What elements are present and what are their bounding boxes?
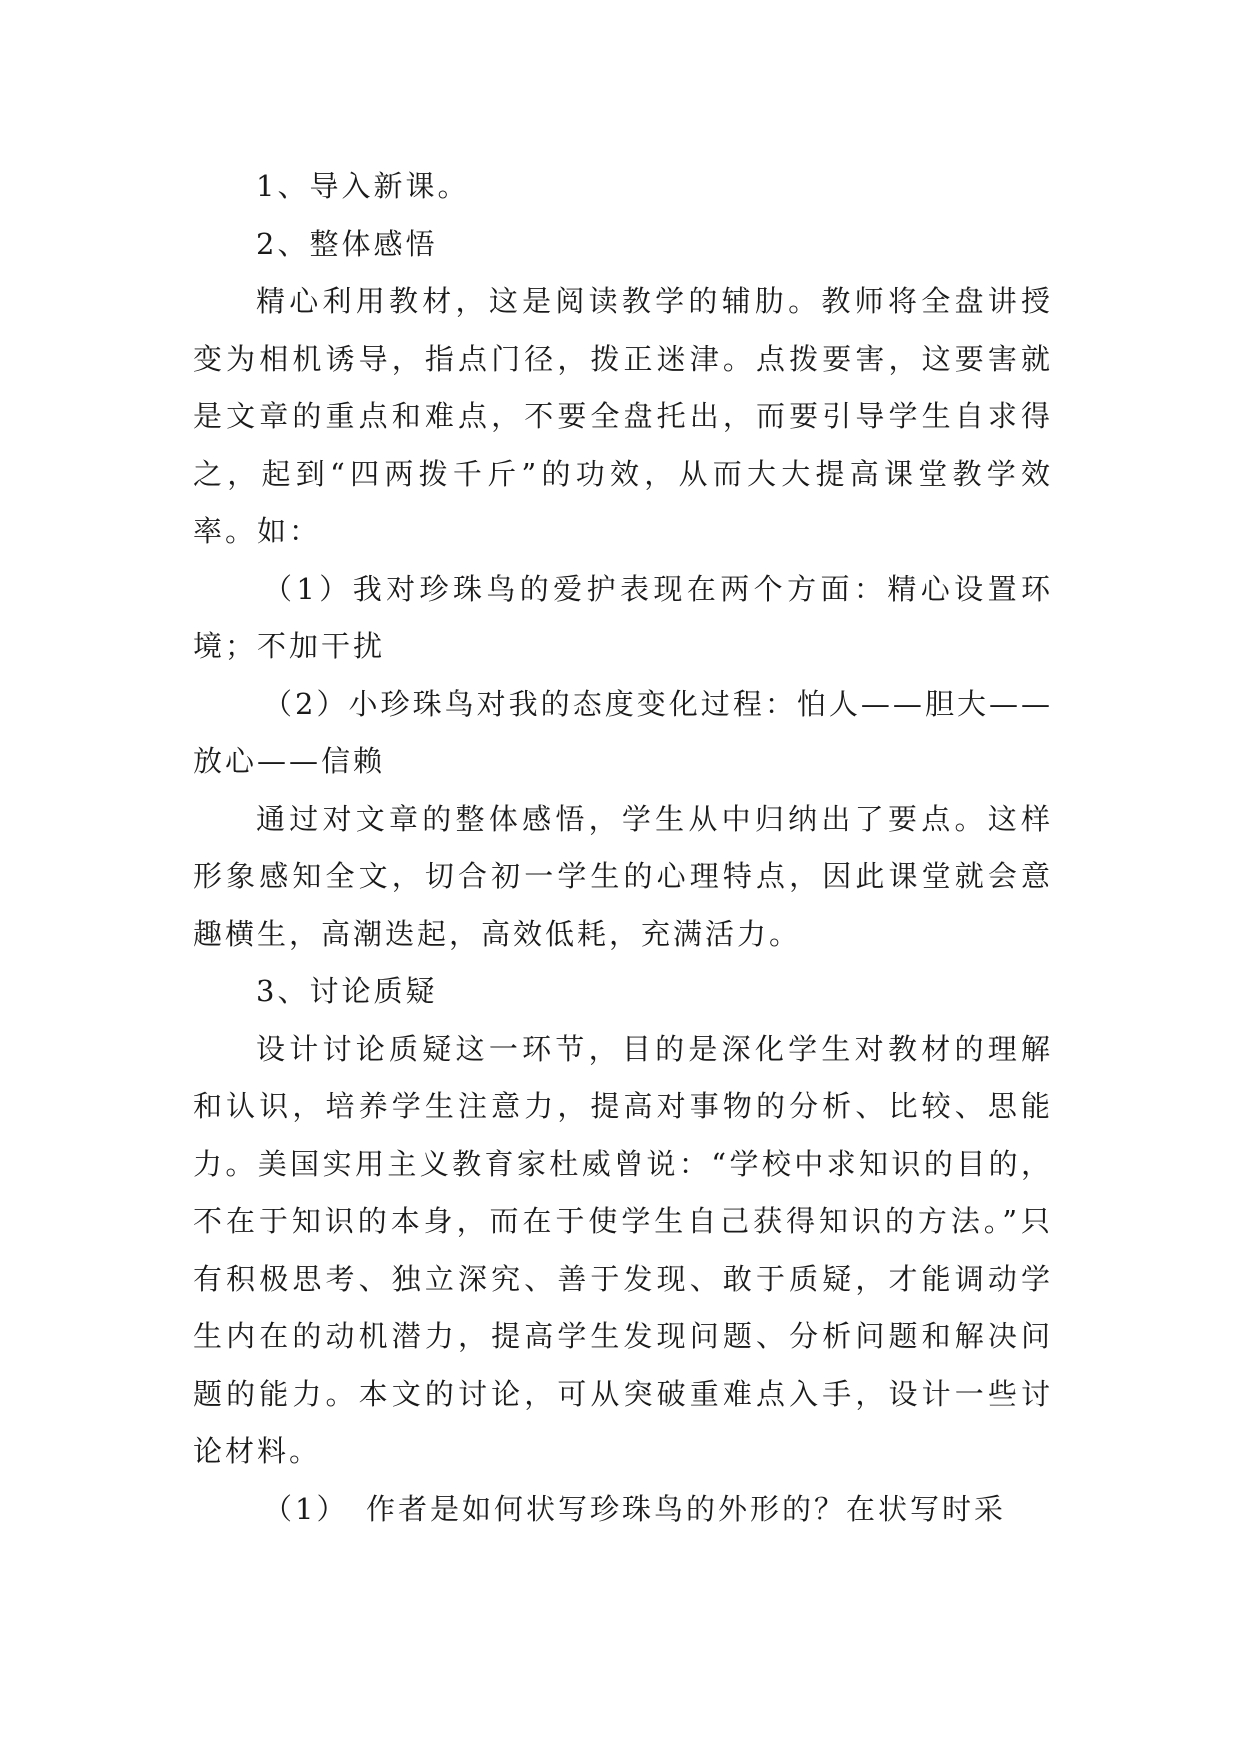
- list-item: （1）我对珍珠鸟的爱护表现在两个方面：精心设置环境；不加干扰: [193, 571, 1053, 663]
- list-item: （2）小珍珠鸟对我的态度变化过程：怕人——胆大——放心——信赖: [193, 686, 1053, 778]
- section-heading-2: 2、整体感悟: [256, 226, 438, 261]
- body-paragraph: 设计讨论质疑这一环节，目的是深化学生对教材的理解和认识，培养学生注意力，提高对事物的分析、比较、思能力。美国实用主义教育家杜威曾说：“学校中求知识的目的，不在于知识的本身，而在于使学生自己获得知识的方法。”只有积极思考、独立深究、善于发现、敢于质疑，才能调动学生内在的动机潜力，提高学生发现问题、分析问题和解决问题的能力。本文的讨论，可从突破重难点入手，设计一些讨论材料。: [193, 1031, 1053, 1468]
- body-paragraph: 精心利用教材，这是阅读教学的辅肋。教师将全盘讲授变为相机诱导，指点门径，拨正迷津。点拨要害，这要害就是文章的重点和难点，不要全盘托出，而要引导学生自求得之，起到“四两拨千斤”的功效，从而大大提高课堂教学效率。如：: [193, 284, 1053, 548]
- body-paragraph: 通过对文章的整体感悟，学生从中归纳出了要点。这样形象感知全文，切合初一学生的心理特点，因此课堂就会意趣横生，高潮迭起，高效低耗，充满活力。: [193, 801, 1053, 951]
- document-body: [193, 158, 1053, 1538]
- section-heading-1: 1、导入新课。: [256, 169, 470, 203]
- section-heading-3: 3、讨论质疑: [256, 974, 438, 1008]
- list-item: （1） 作者是如何状写珍珠鸟的外形的？在状写时采: [263, 1491, 1006, 1526]
